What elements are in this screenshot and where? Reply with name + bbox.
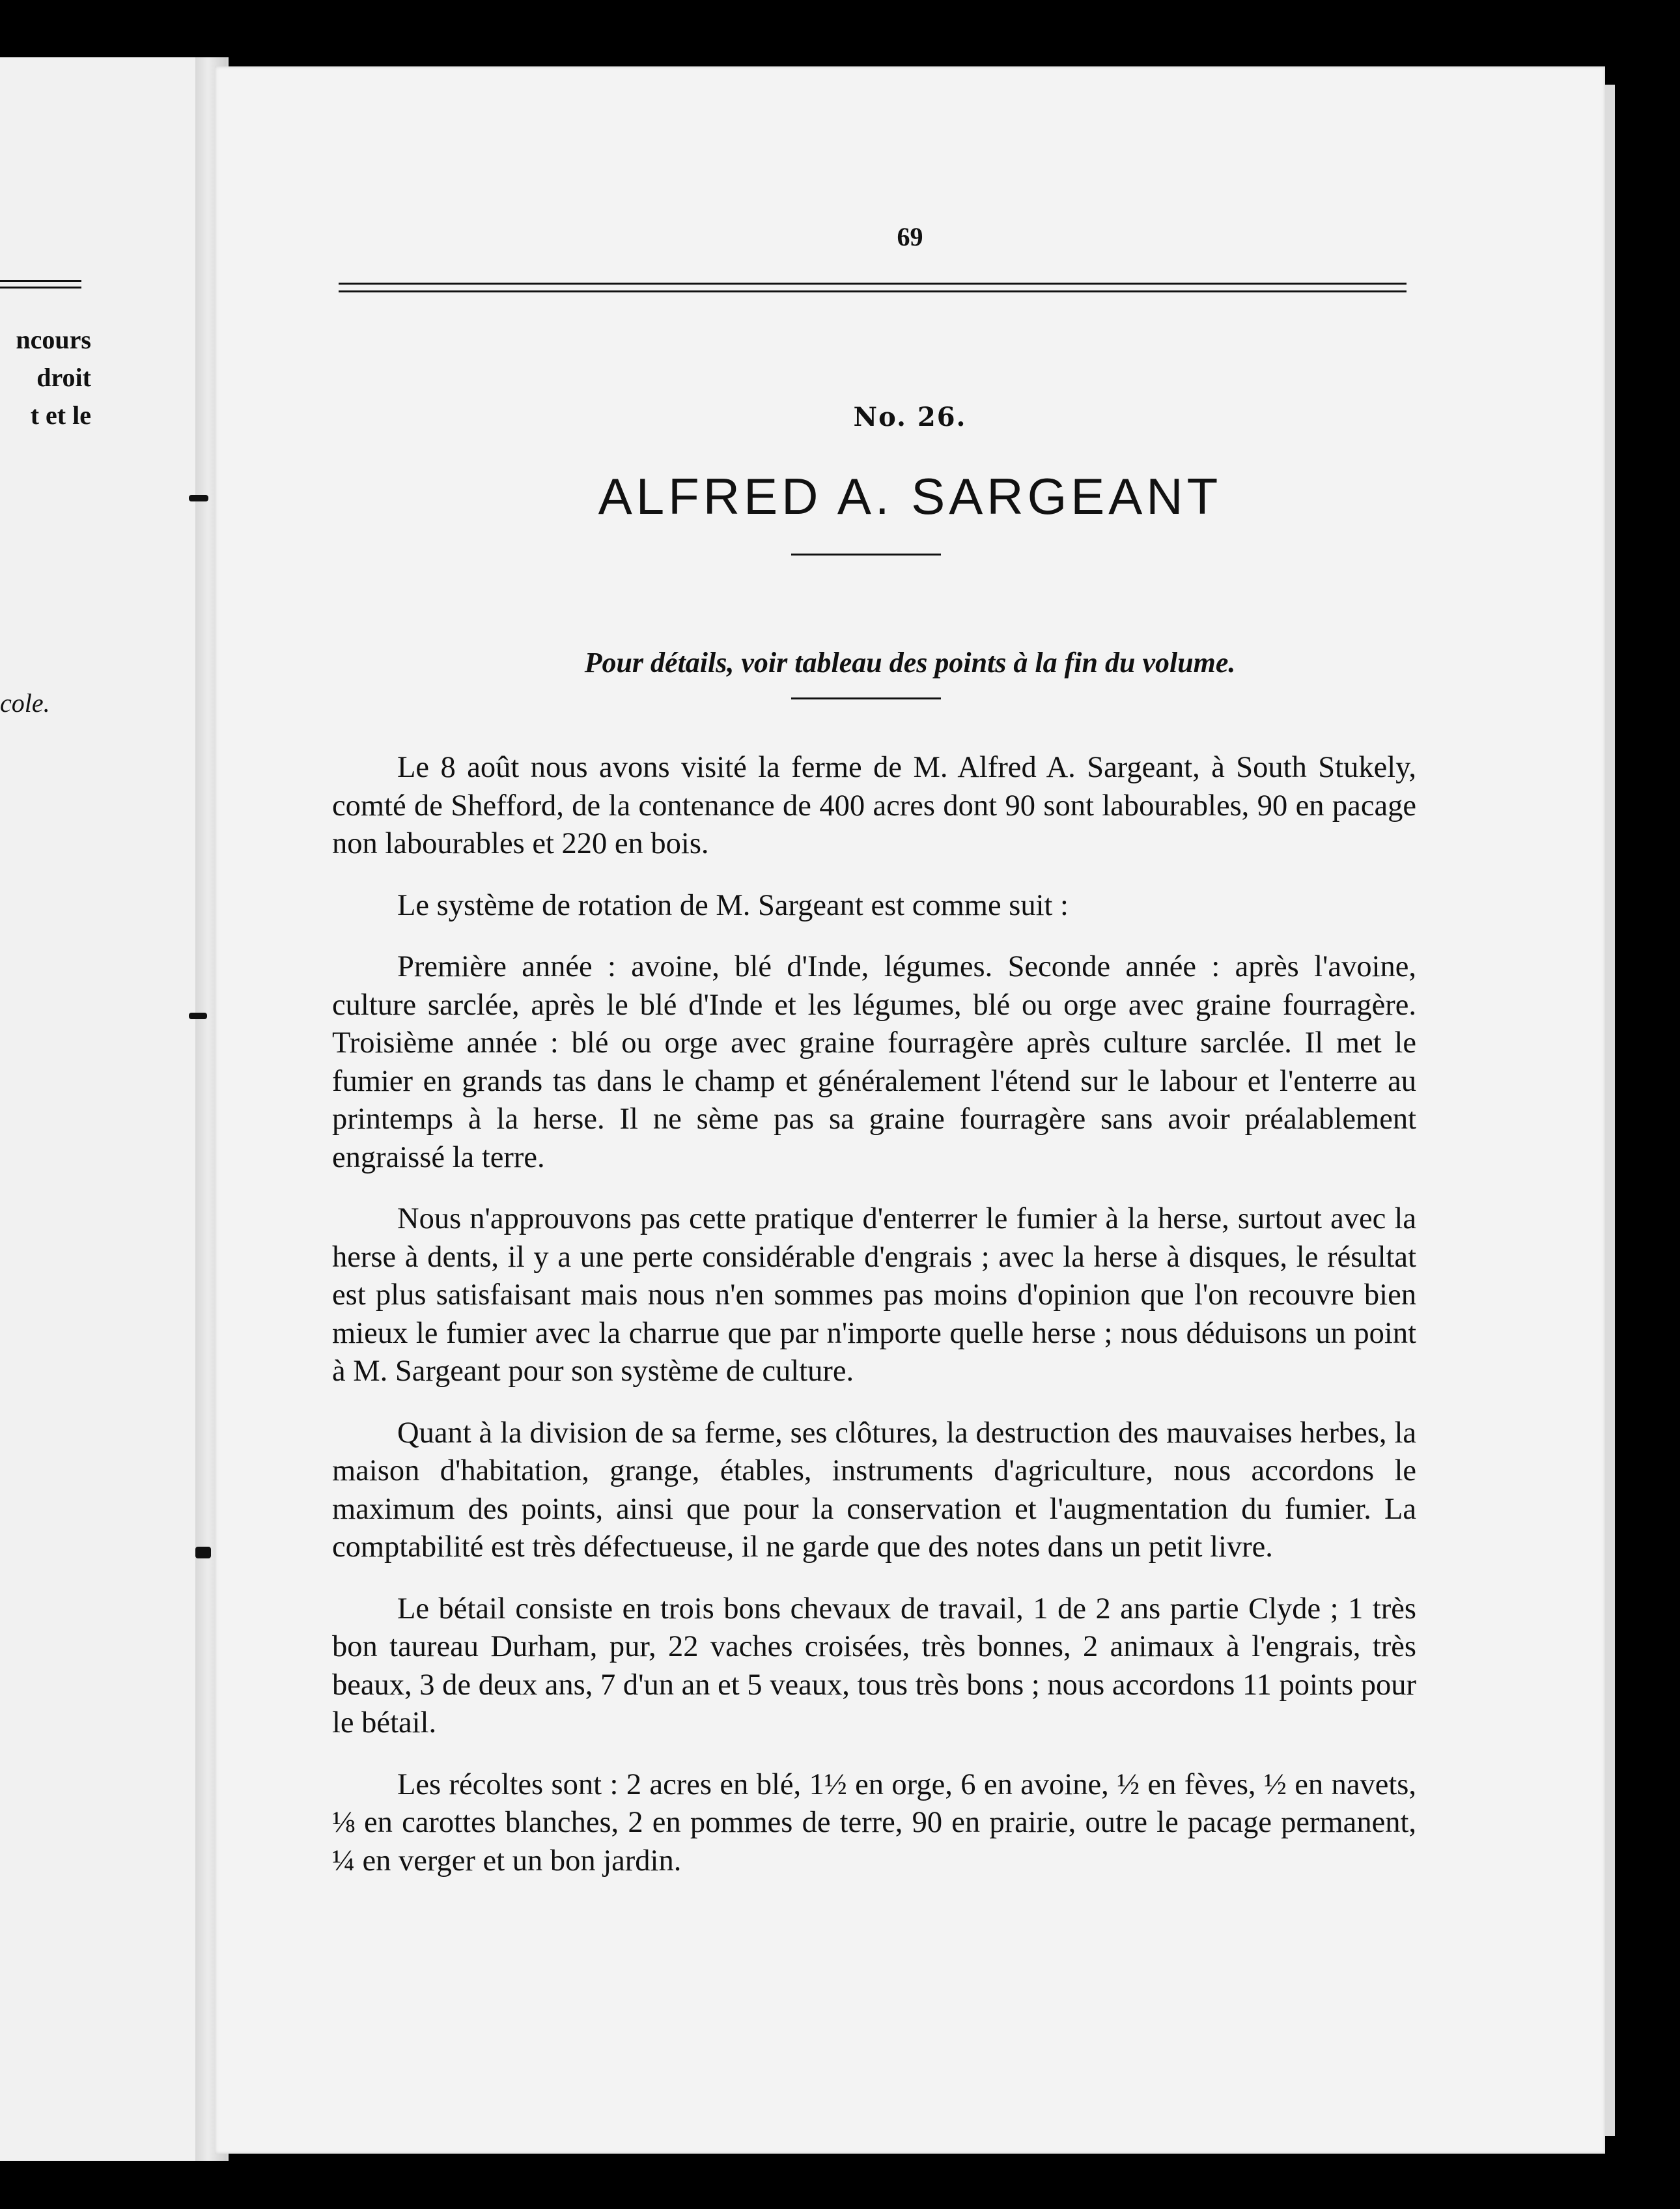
paragraph: Quant à la division de sa ferme, ses clôtures, la destruction des mauvaises herbes, la maison d'habitation, grange, étables, instruments d'agriculture, nous accordons le maximum des points, ainsi que pour la conservation et l'augmentation du fumier. La comptabilité est très défectueuse, il ne garde que des notes dans un petit livre. xyxy=(332,1416,1416,1564)
body-text xyxy=(332,749,1416,1904)
header-rule xyxy=(339,283,1407,285)
main-page xyxy=(215,66,1605,2154)
title-rule xyxy=(791,554,941,556)
left-page-rule xyxy=(0,280,81,282)
left-page-rule xyxy=(0,287,81,288)
entry-number: No. 26. xyxy=(853,402,967,432)
paragraph: Le 8 août nous avons visité la ferme de M. Alfred A. Sargeant, à South Stukely, comté de Shefford, de la contenance de 400 acres dont 90 sont labourables, 90 en pacage non labourables et 220 en bois. xyxy=(332,751,1416,860)
left-page-italic-fragment: cole. xyxy=(0,688,50,718)
paragraph: Le système de rotation de M. Sargeant est comme suit : xyxy=(397,888,1069,922)
binding-mark xyxy=(195,1547,211,1558)
paragraph: Nous n'approuvons pas cette pratique d'enterrer le fumier à la herse, surtout avec la herse à dents, il y a une perte considérable d'engrais ; avec la herse à disques, le résultat est plus satisfaisant mais nous n'en sommes pas moins d'opinion que l'on recouvre bien mieux le fumier avec la charrue que par n'importe quelle herse ; nous déduisons un point à M. Sargeant pour son système de culture. xyxy=(332,1202,1416,1388)
left-page-line: ncours xyxy=(16,325,91,354)
binding-mark xyxy=(189,1013,207,1019)
note-rule xyxy=(791,697,941,699)
paragraph: Première année : avoine, blé d'Inde, légumes. Seconde année : après l'avoine, culture sarclée, après le blé d'Inde et les légumes, blé ou orge avec graine fourragère. Troisième année : blé ou orge avec graine fourragère après culture sarclée. Il met le fumier en grands tas dans le champ et généralement l'étend sur le labour et l'enterre au printemps à la herse. Il ne sème pas sa graine fourragère sans avoir préalablement engraissé la terre. xyxy=(332,950,1416,1174)
left-page-line: t et le xyxy=(30,401,91,430)
paragraph: Le bétail consiste en trois bons chevaux de travail, 1 de 2 ans partie Clyde ; 1 très bon taureau Durham, pur, 22 vaches croisées, très bonnes, 2 animaux à l'engrais, très beaux, 3 de deux ans, 7 d'un an et 5 veaux, tous très bons ; nous accordons 11 points pour le bétail. xyxy=(332,1592,1416,1739)
header-rule xyxy=(339,290,1407,292)
paragraph: Les récoltes sont : 2 acres en blé, 1½ en orge, 6 en avoine, ½ en fèves, ½ en navets, ⅛ en carottes blanches, 2 en pommes de terre, 90 en prairie, outre le pacage permanent, ¼ en verger et un bon jardin. xyxy=(332,1767,1416,1878)
binding-mark xyxy=(189,495,208,501)
left-page-fragment xyxy=(0,57,229,2161)
entry-title: ALFRED A. SARGEANT xyxy=(598,468,1222,525)
left-page-line: droit xyxy=(36,363,91,392)
details-note: Pour détails, voir tableau des points à la fin du volume. xyxy=(584,647,1236,679)
page-number: 69 xyxy=(897,222,923,251)
